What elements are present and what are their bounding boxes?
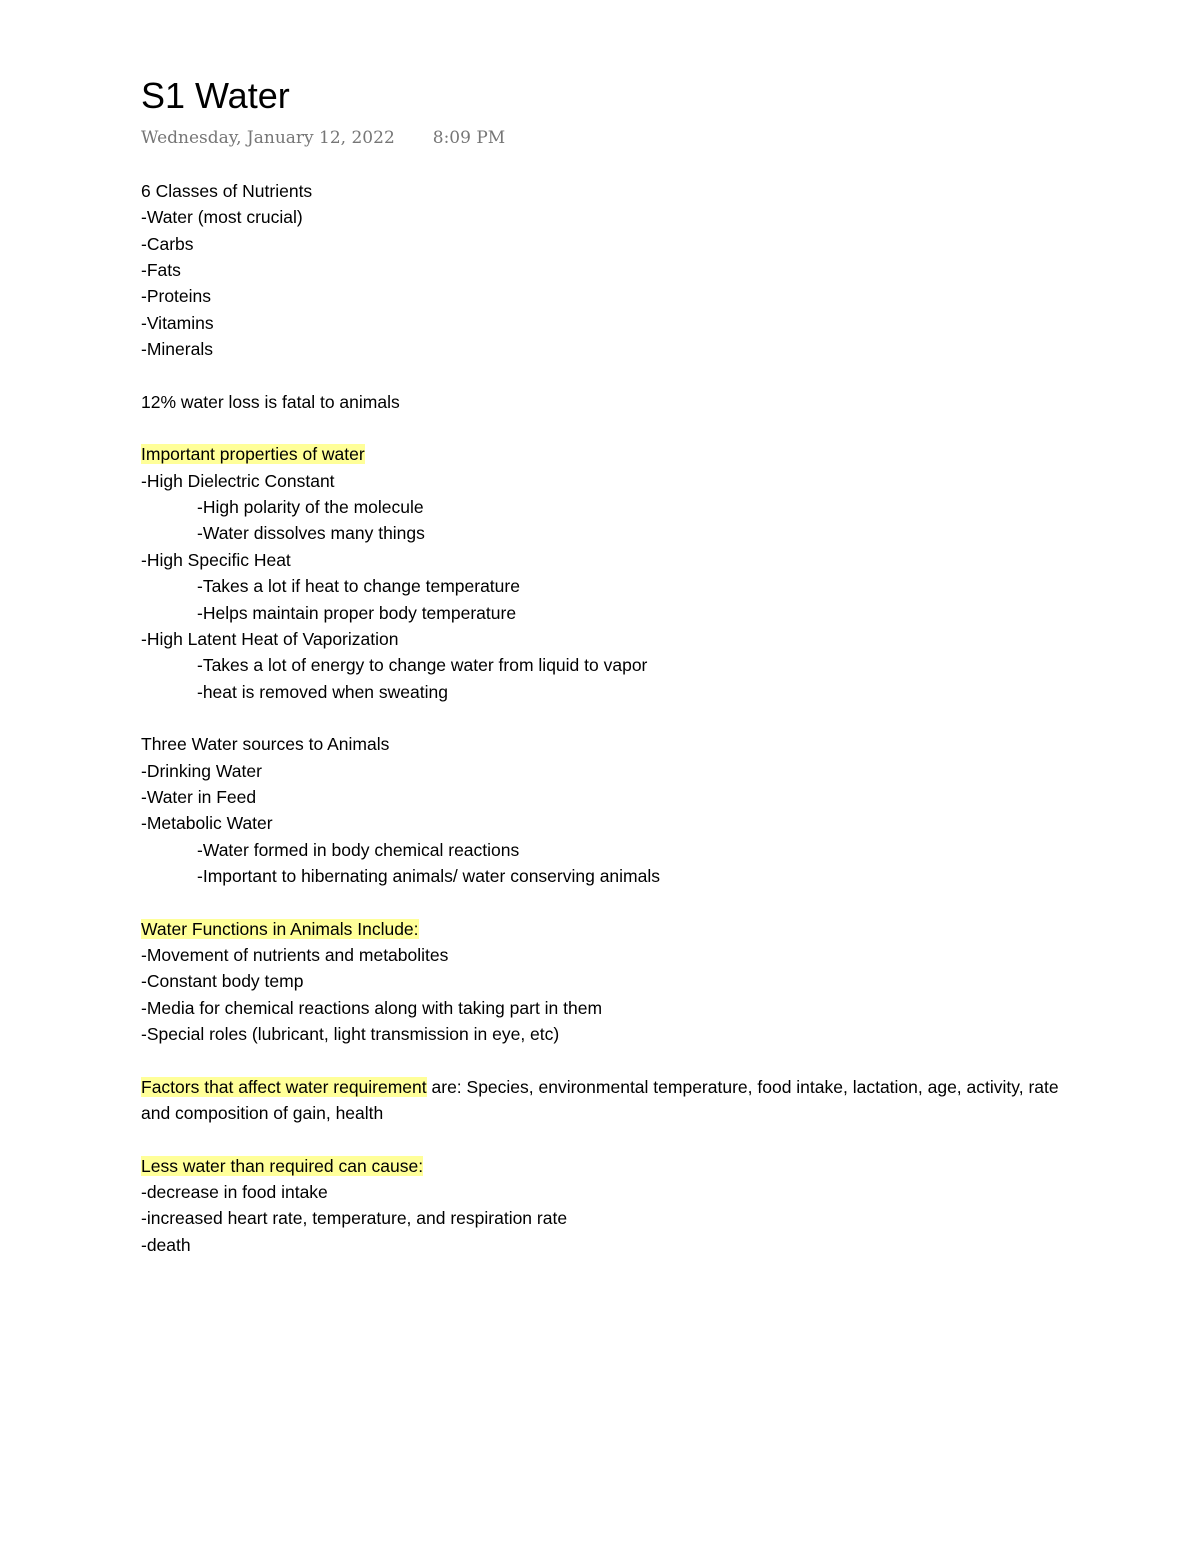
list-item: -Vitamins xyxy=(141,312,214,333)
water-loss-note: 12% water loss is fatal to animals xyxy=(141,391,400,412)
blank-line xyxy=(141,415,1081,441)
list-item: -Drinking Water xyxy=(141,760,262,781)
list-item: -Proteins xyxy=(141,286,212,307)
list-item: -Water (most crucial) xyxy=(141,207,303,228)
sub-list-item: -Water dissolves many things xyxy=(197,523,425,544)
list-item: -Constant body temp xyxy=(141,971,304,992)
factors-text: are: Species, environmental temperature, food intake, lactation, age, activity, rate and composition of gain, health xyxy=(141,1076,1059,1124)
list-item: -death xyxy=(141,1234,191,1255)
list-item: -increased heart rate, temperature, and respiration rate xyxy=(141,1208,568,1229)
deficit-heading-line xyxy=(141,1153,1081,1179)
list-item: -Movement of nutrients and metabolites xyxy=(141,944,449,965)
factors-paragraph xyxy=(141,1074,1081,1127)
list-item: -Special roles (lubricant, light transmission in eye, etc) xyxy=(141,1024,560,1044)
list-item: -Minerals xyxy=(141,339,213,360)
sub-list-item: -Takes a lot of energy to change water from liquid to vapor xyxy=(197,655,648,676)
list-item: -Fats xyxy=(141,260,181,281)
list-item: -High Specific Heat xyxy=(141,549,291,570)
list-item: -High Latent Heat of Vaporization xyxy=(141,628,399,649)
list-item: -Carbs xyxy=(141,233,194,254)
list-item: -Water in Feed xyxy=(141,786,257,807)
note-date: Wednesday, January 12, 2022 xyxy=(141,128,395,148)
note-time: 8:09 PM xyxy=(432,128,506,148)
note-timestamp xyxy=(141,126,1081,150)
blank-line xyxy=(141,1047,1081,1073)
nutrients-heading: 6 Classes of Nutrients xyxy=(141,181,313,201)
note-page xyxy=(141,74,1081,1258)
page-title: S1 Water xyxy=(141,75,290,116)
blank-line xyxy=(141,705,1081,731)
sub-list-item: -Helps maintain proper body temperature xyxy=(197,602,517,623)
blank-line xyxy=(141,889,1081,915)
sources-heading: Three Water sources to Animals xyxy=(141,734,390,755)
list-item: -Media for chemical reactions along with taking part in them xyxy=(141,997,603,1018)
list-item: -Metabolic Water xyxy=(141,813,273,834)
list-item: -decrease in food intake xyxy=(141,1182,328,1203)
blank-line xyxy=(141,1126,1081,1152)
sub-list-item: -High polarity of the molecule xyxy=(197,497,424,518)
functions-heading-line xyxy=(141,916,1081,942)
properties-heading-line xyxy=(141,441,1081,467)
sub-list-item: -Important to hibernating animals/ water conserving animals xyxy=(197,865,660,886)
note-body xyxy=(141,178,1081,1258)
sub-list-item: -Water formed in body chemical reactions xyxy=(197,839,520,860)
blank-line xyxy=(141,362,1081,388)
functions-heading: Water Functions in Animals Include: xyxy=(141,918,419,939)
sub-list-item: -heat is removed when sweating xyxy=(197,681,448,702)
list-item: -High Dielectric Constant xyxy=(141,470,335,491)
properties-heading: Important properties of water xyxy=(141,444,365,465)
factors-heading: Factors that affect water requirement xyxy=(141,1076,427,1097)
deficit-heading: Less water than required can cause: xyxy=(141,1155,424,1176)
sub-list-item: -Takes a lot if heat to change temperature xyxy=(197,576,520,597)
